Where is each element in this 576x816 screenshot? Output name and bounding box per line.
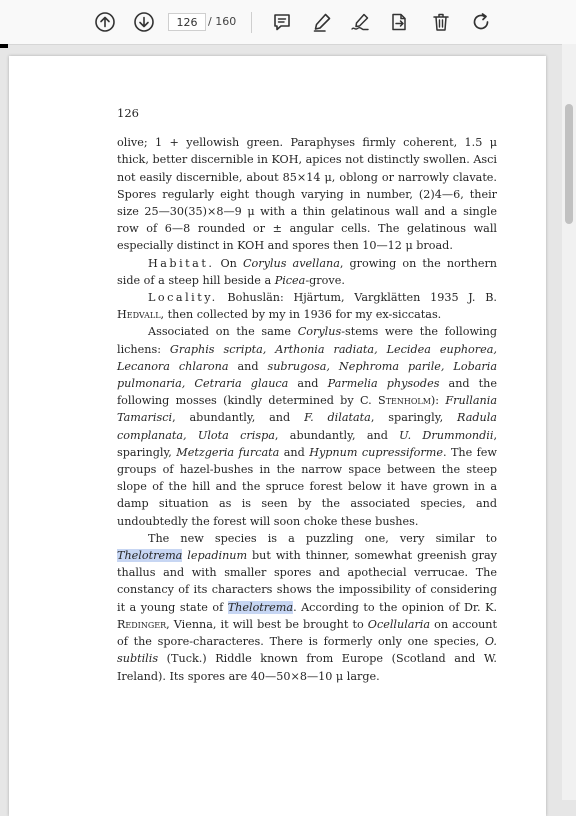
taxon-name: Radula complanata, Ulota crispa	[117, 411, 497, 442]
text-span: (Tuck.) Riddle known from Europe (Scotland and W. Ireland). Its spores are 40—50×8—10 μ large.	[117, 652, 497, 683]
taxon-name: Corylus avellana	[242, 256, 340, 270]
delete-button[interactable]	[430, 11, 452, 33]
scrollbar-thumb[interactable]	[565, 104, 573, 224]
arrow-down-circle-icon	[133, 11, 155, 33]
locality-label: Locality.	[148, 291, 218, 305]
taxon-name: Graphis scripta, Arthonia radiata, Lecidea euphorea, Lecanora chlarona	[117, 342, 497, 373]
rotate-clockwise-icon	[470, 11, 492, 33]
next-page-button[interactable]	[133, 11, 155, 33]
habitat-label: Habitat.	[148, 256, 215, 270]
paragraph-discussion	[117, 530, 497, 685]
toolbar-divider	[251, 12, 252, 33]
page-number: 126	[117, 106, 139, 120]
search-highlight[interactable]: Thelotrema	[227, 600, 294, 614]
insert-page-icon	[388, 11, 410, 33]
taxon-name: O. subtilis	[117, 635, 497, 666]
page-text	[117, 105, 497, 685]
text-span: , sparingly,	[370, 411, 458, 425]
text-span: , abundantly, and	[172, 411, 305, 425]
add-comment-button[interactable]	[271, 11, 293, 33]
paragraph-locality	[117, 289, 497, 323]
text-span: The new species is a puzzling one, very similar to	[148, 531, 497, 545]
text-span: , then collected by my in 1936 for my ex-siccatas.	[160, 308, 442, 322]
text-span: . The few groups of hazel-bushes in the narrow space between the steep slope of the hill and the spruce forest below it have grown in a damp situation as is seen by the associated species, and undoubtedly the forest will soon choke these bushes.	[117, 445, 497, 528]
text-span: -grove.	[305, 273, 345, 287]
text-span: , abundantly, and	[274, 428, 400, 442]
pdf-toolbar	[0, 0, 576, 45]
taxon-name: Ocellularia	[367, 617, 431, 631]
taxon-name: Metzgeria furcata	[176, 445, 280, 459]
text-span: , growing on the northern side of a steep hill beside a	[117, 256, 497, 287]
page-total-label: / 160	[208, 15, 237, 28]
comment-icon	[271, 11, 293, 33]
text-span: , sparingly,	[117, 428, 497, 459]
text-span: on account of the spore-characteres. There is formerly only one species,	[117, 617, 497, 649]
text-span: ):	[430, 394, 446, 408]
pen-icon	[311, 11, 333, 33]
taxon-name: Frullania Tamarisci	[117, 394, 497, 425]
paragraph-habitat	[117, 255, 497, 289]
text-span: . According to the opinion of Dr. K.	[293, 600, 497, 614]
taxon-name: lepadinum	[187, 549, 248, 563]
arrow-up-circle-icon	[94, 11, 116, 33]
taxon-name: U. Drummondii	[399, 428, 494, 442]
taxon-name: subrugosa, Nephroma parile, Lobaria pulmonaria, Cetraria glauca	[117, 359, 497, 391]
vertical-scrollbar[interactable]	[562, 44, 576, 800]
text-span: and	[288, 377, 328, 391]
person-name: Redinger	[117, 617, 167, 631]
left-edge-marker	[0, 44, 8, 48]
text-span: and the following mosses (kindly determined by C.	[117, 377, 497, 408]
person-name: Hedvall	[117, 308, 161, 322]
person-name: Stenholm	[378, 394, 431, 408]
signature-pen-icon	[349, 11, 371, 33]
highlight-button[interactable]	[311, 11, 333, 33]
text-span: but with thinner, somewhat greenish gray thallus and with smaller spores and apothecial verrucae. The constancy of its characters shows the impossibility of considering it a young state of	[117, 549, 498, 614]
text-span: -stems were the following lichens:	[117, 325, 497, 356]
paragraph-associated-species	[117, 323, 497, 529]
sign-button[interactable]	[349, 11, 371, 33]
search-highlight[interactable]: Thelotrema	[117, 549, 183, 563]
taxon-name: Corylus	[297, 325, 342, 339]
text-span: and	[279, 445, 310, 459]
taxon-name: Picea	[274, 273, 306, 287]
insert-page-button[interactable]	[388, 11, 410, 33]
text-span: , Vienna, it will best be brought to	[166, 617, 368, 631]
page-number-input[interactable]	[168, 13, 206, 31]
taxon-name: Parmelia physodes	[327, 377, 440, 391]
previous-page-button[interactable]	[94, 11, 116, 33]
taxon-name: Hypnum cupressiforme	[309, 445, 443, 459]
rotate-button[interactable]	[470, 11, 492, 33]
text-span: Associated on the same	[148, 325, 298, 339]
text-span: On	[214, 256, 243, 270]
text-span: Bohuslän: Hjärtum, Vargklätten 1935 J. B.	[217, 291, 497, 305]
taxon-name: F. dilatata	[304, 411, 371, 425]
paragraph-description: olive; 1 + yellowish green. Paraphyses firmly coherent, 1.5 μ thick, better discernible in KOH, apices not distinctly swollen. Asci not easily discernible, about 85×14 μ, oblong or narrowly clavate. Spores regularly eight though varying in number, (2)4—6, their size 25—30(35)×8—9 μ with a thin gelatinous wall and a single row of 6—8 rounded or ± angular cells. The gelatinous wall especially distinct in KOH and spores then 10—12 μ broad.	[117, 136, 497, 253]
trash-icon	[430, 11, 452, 33]
text-span: and	[228, 359, 268, 373]
